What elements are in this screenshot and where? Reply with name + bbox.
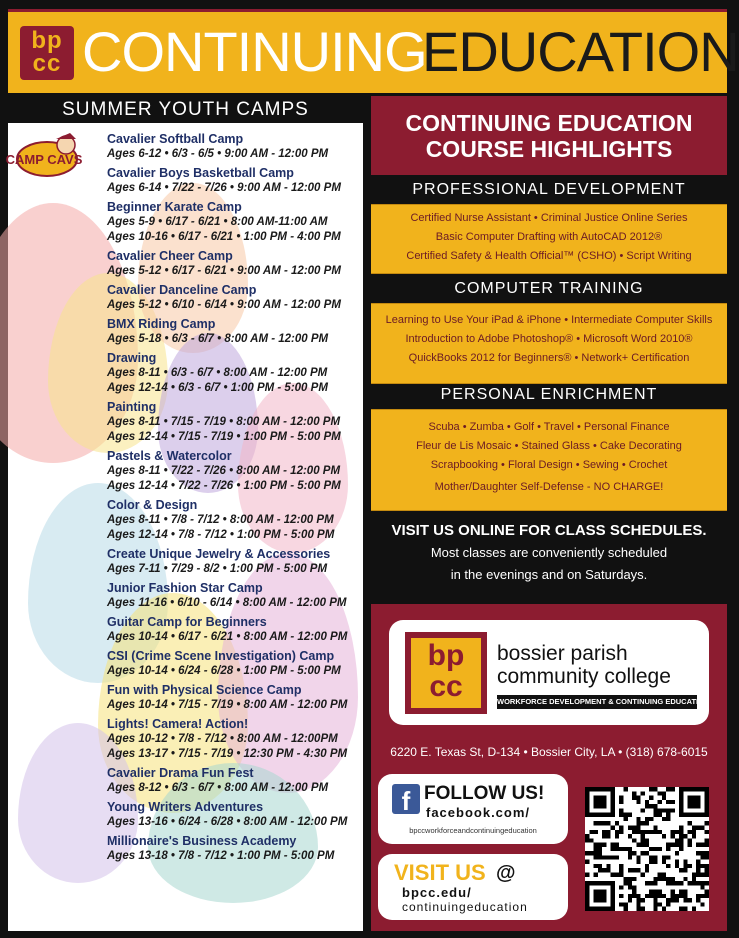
professional-heading: PROFESSIONAL DEVELOPMENT (412, 181, 686, 198)
visit-online-heading: VISIT US ONLINE FOR CLASS SCHEDULES. (391, 522, 707, 539)
website-url-line1[interactable]: bpcc.edu/ (402, 885, 472, 900)
camp-schedule: Ages 5-18 • 6/3 - 6/7 • 8:00 AM - 12:00 PM (107, 333, 329, 345)
camp-name: Cavalier Drama Fun Fest (107, 766, 254, 780)
camps-panel (5, 123, 363, 931)
camp-schedule: Ages 12-14 • 7/8 - 7/12 • 1:00 PM - 5:00 PM (107, 529, 335, 541)
course-line: Scuba • Zumba • Golf • Travel • Personal Finance (428, 421, 670, 433)
course-line: Mother/Daughter Self-Defense - NO CHARGE! (434, 481, 664, 493)
logo-top-text: bp (31, 27, 63, 54)
camp-schedule: Ages 8-11 • 7/8 - 7/12 • 8:00 AM - 12:00 PM (107, 514, 334, 526)
camp-name: Cavalier Boys Basketball Camp (107, 166, 294, 180)
course-line: Fleur de Lis Mosaic • Stained Glass • Cake Decorating (416, 440, 682, 452)
camp-item (107, 400, 357, 445)
camps-heading: SUMMER YOUTH CAMPS (8, 96, 363, 123)
website-card[interactable] (378, 854, 568, 920)
qr-code-icon[interactable] (585, 787, 709, 911)
camp-schedule: Ages 5-12 • 6/10 - 6/14 • 9:00 AM - 12:00 PM (107, 299, 341, 311)
camp-schedule: Ages 10-12 • 7/8 - 7/12 • 8:00 AM - 12:00PM (107, 733, 338, 745)
highlights-title-line2: COURSE HIGHLIGHTS (425, 136, 673, 162)
camp-schedule: Ages 13-17 • 7/15 - 7/19 • 12:30 PM - 4:30 PM (107, 748, 348, 760)
camp-name: Painting (107, 400, 157, 414)
course-line: Basic Computer Drafting with AutoCAD 2012® (435, 231, 663, 243)
camp-schedule: Ages 10-14 • 6/24 - 6/28 • 1:00 PM - 5:00 PM (107, 665, 341, 677)
camp-schedule: Ages 6-12 • 6/3 - 6/5 • 9:00 AM - 12:00 PM (107, 148, 329, 160)
bpcc-logo-top: bp (427, 639, 465, 672)
camp-schedule: Ages 10-16 • 6/17 - 6/21 • 1:00 PM - 4:00 PM (107, 231, 341, 243)
address: 6220 E. Texas St, D-134 • Bossier City, LA • (318) 678-6015 (390, 745, 708, 759)
camp-item (107, 166, 357, 196)
camp-name: Pastels & Watercolor (107, 449, 232, 463)
camp-name: Guitar Camp for Beginners (107, 615, 267, 629)
camp-schedule: Ages 10-14 • 7/15 - 7/19 • 8:00 AM - 12:00 PM (107, 699, 348, 711)
header-banner (8, 9, 739, 93)
highlights-title-line1: CONTINUING EDUCATION (405, 110, 693, 136)
course-line: Certified Safety & Health Official™ (CSHO) • Script Writing (406, 250, 692, 262)
camp-item (107, 449, 357, 494)
course-line: Certified Nurse Assistant • Criminal Justice Online Series (410, 212, 688, 224)
camp-item (107, 249, 357, 279)
highlights-title (371, 96, 727, 175)
camp-item (107, 498, 357, 543)
enrichment-heading: PERSONAL ENRICHMENT (440, 386, 658, 403)
title-continuing: CONTINUING (82, 20, 427, 83)
camp-schedule: Ages 6-14 • 7/22 - 7/26 • 9:00 AM - 12:00 PM (107, 182, 341, 194)
camp-name: Lights! Camera! Action! (107, 717, 249, 731)
computer-heading: COMPUTER TRAINING (454, 280, 644, 297)
camp-name: Young Writers Adventures (107, 800, 264, 814)
bpcc-logo-small (20, 26, 74, 80)
camp-schedule: Ages 5-9 • 6/17 - 6/21 • 8:00 AM-11:00 AM (107, 216, 328, 228)
camp-name: Create Unique Jewelry & Accessories (107, 547, 331, 561)
camp-item (107, 834, 357, 864)
bpcc-logo (405, 632, 487, 714)
bpcc-logo-bottom: cc (429, 670, 463, 703)
camp-name: CSI (Crime Scene Investigation) Camp (107, 649, 335, 663)
at-symbol: @ (496, 862, 516, 884)
title-education: EDUCATION (422, 20, 739, 83)
course-line: Scrapbooking • Floral Design • Sewing • Crochet (430, 459, 668, 471)
camp-schedule: Ages 8-12 • 6/3 - 6/7 • 8:00 AM - 12:00 PM (107, 782, 329, 794)
college-card (389, 620, 709, 725)
camp-name: Millionaire's Business Academy (107, 834, 297, 848)
facebook-handle[interactable]: bpccworkforceandcontinuingeducation (409, 826, 537, 835)
camp-item (107, 649, 357, 679)
facebook-url[interactable]: facebook.com/ (426, 805, 531, 820)
website-url-line2[interactable]: continuingeducation (402, 900, 528, 914)
camp-item (107, 547, 357, 577)
camp-item (107, 132, 357, 162)
course-line: Introduction to Adobe Photoshop® • Microsoft Word 2010® (405, 333, 693, 345)
camp-logo-text: CAMP CAVS (5, 152, 83, 167)
camp-name: Drawing (107, 351, 157, 365)
camp-item (107, 283, 357, 313)
logo-bottom-text: cc (32, 50, 62, 77)
camp-item (107, 581, 357, 611)
facebook-card[interactable] (378, 774, 568, 844)
visit-online-line1: Most classes are conveniently scheduled (430, 545, 668, 560)
camp-item (107, 615, 357, 645)
camp-name: Cavalier Danceline Camp (107, 283, 257, 297)
camp-schedule: Ages 12-14 • 7/22 - 7/26 • 1:00 PM - 5:00 PM (107, 480, 341, 492)
course-line: Learning to Use Your iPad & iPhone • Intermediate Computer Skills (385, 314, 713, 326)
camp-schedule: Ages 12-14 • 7/15 - 7/19 • 1:00 PM - 5:00 PM (107, 431, 341, 443)
camp-cavs-logo (5, 133, 83, 179)
camp-schedule: Ages 13-18 • 7/8 - 7/12 • 1:00 PM - 5:00 PM (107, 850, 335, 862)
camp-name: Cavalier Softball Camp (107, 132, 244, 146)
camp-name: Cavalier Cheer Camp (107, 249, 233, 263)
professional-box (371, 204, 727, 274)
visit-online-block (371, 520, 727, 586)
course-line: QuickBooks 2012 for Beginners® • Network+ Certification (408, 352, 690, 364)
camp-item (107, 766, 357, 796)
camp-schedule: Ages 7-11 • 7/29 - 8/2 • 1:00 PM - 5:00 PM (107, 563, 328, 575)
camp-schedule: Ages 13-16 • 6/24 - 6/28 • 8:00 AM - 12:00 PM (107, 816, 348, 828)
follow-us-text: FOLLOW US! (424, 783, 545, 804)
visit-us-text: VISIT US (394, 860, 486, 885)
camps-list (107, 132, 357, 868)
division-bar: WORKFORCE DEVELOPMENT & CONTINUING EDUCATION (497, 695, 697, 709)
college-name-line2: community college (497, 665, 671, 688)
camp-schedule: Ages 8-11 • 7/22 - 7/26 • 8:00 AM - 12:00 PM (107, 465, 341, 477)
camp-schedule: Ages 8-11 • 7/15 - 7/19 • 8:00 AM - 12:00 PM (107, 416, 341, 428)
computer-box (371, 303, 727, 384)
camp-name: Junior Fashion Star Camp (107, 581, 263, 595)
camp-schedule: Ages 12-14 • 6/3 - 6/7 • 1:00 PM - 5:00 PM (107, 382, 328, 394)
enrichment-box (371, 409, 727, 511)
camp-item (107, 200, 357, 245)
camp-item (107, 800, 357, 830)
camp-item (107, 683, 357, 713)
camp-schedule: Ages 5-12 • 6/17 - 6/21 • 9:00 AM - 12:00 PM (107, 265, 341, 277)
camp-name: Fun with Physical Science Camp (107, 683, 302, 697)
college-name-line1: bossier parish (497, 642, 628, 665)
camp-name: BMX Riding Camp (107, 317, 216, 331)
camp-item (107, 717, 357, 762)
contact-panel (371, 604, 727, 931)
camp-schedule: Ages 11-16 • 6/10 - 6/14 • 8:00 AM - 12:00 PM (107, 597, 347, 609)
camp-name: Color & Design (107, 498, 198, 512)
camp-item (107, 317, 357, 347)
facebook-icon: f (392, 784, 420, 814)
college-name (497, 642, 671, 688)
camp-schedule: Ages 10-14 • 6/17 - 6/21 • 8:00 AM - 12:00 PM (107, 631, 348, 643)
camp-item (107, 351, 357, 396)
camp-name: Beginner Karate Camp (107, 200, 242, 214)
camp-schedule: Ages 8-11 • 6/3 - 6/7 • 8:00 AM - 12:00 PM (107, 367, 328, 379)
visit-online-line2: in the evenings and on Saturdays. (450, 567, 648, 582)
